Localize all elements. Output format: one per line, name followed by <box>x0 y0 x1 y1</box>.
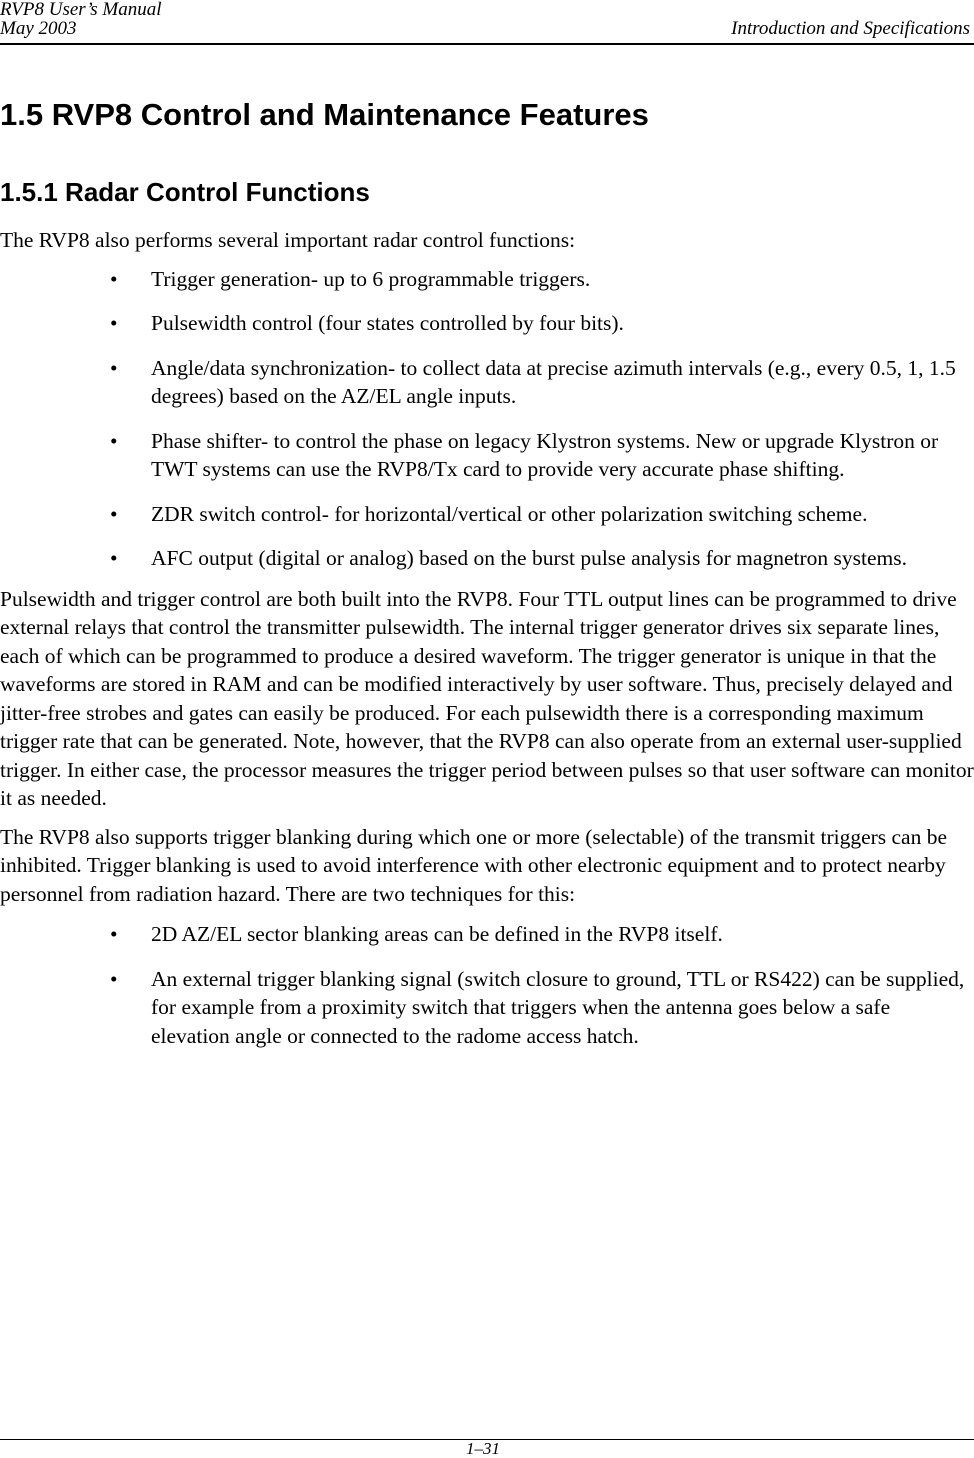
bullet-icon: • <box>110 266 118 291</box>
list-item: • AFC output (digital or analog) based on the burst pulse analysis for magnetron systems. <box>0 544 974 573</box>
manual-title: RVP8 User’s Manual <box>0 0 162 20</box>
control-functions-list <box>0 265 974 573</box>
body-content <box>0 226 974 1066</box>
intro-paragraph: The RVP8 also performs several important radar control functions: <box>0 228 576 252</box>
bullet-icon: • <box>110 428 118 453</box>
list-item: • Pulsewidth control (four states controlled by four bits). <box>0 309 974 338</box>
chapter-title: Introduction and Specifications <box>731 18 970 39</box>
list-item: • ZDR switch control- for horizontal/vertical or other polarization switching scheme. <box>0 500 974 529</box>
page-number: 1–31 <box>466 1439 500 1458</box>
bullet-icon: • <box>110 546 118 570</box>
list-item: • Phase shifter- to control the phase on legacy Klystron systems. New or upgrade Klystron or TWT systems can use the RVP8/Tx card to provide very accurate phase shifting. <box>110 428 939 481</box>
header-rule <box>0 43 974 45</box>
bullet-icon: • <box>110 355 118 380</box>
bullet-icon: • <box>110 311 118 335</box>
header-left <box>0 0 162 38</box>
bullet-icon: • <box>110 501 118 526</box>
bullet-icon: • <box>110 966 118 991</box>
blanking-paragraph: The RVP8 also supports trigger blanking during which one or more (selectable) of the transmit triggers can be inhibited. Trigger blanking is used to avoid interference with other electronic equipment and to protect nearby personnel from radiation hazard. There are two techniques for this: <box>0 824 948 906</box>
subsection-heading: 1.5.1 Radar Control Functions <box>0 177 370 207</box>
list-item: • Trigger generation- up to 6 programmable triggers. <box>0 265 974 294</box>
list-item: • 2D AZ/EL sector blanking areas can be defined in the RVP8 itself. <box>0 920 974 949</box>
blanking-techniques-list <box>0 920 974 1050</box>
pulsewidth-paragraph: Pulsewidth and trigger control are both built into the RVP8. Four TTL output lines can be programmed to drive external relays that control the transmitter pulsewidth. The internal trigger generator drives six separate lines, each of which can be programmed to produce a desired waveform. The trigger generator is unique in that the waveforms are stored in RAM and can be modified interactively by user software. Thus, precisely delayed and jitter-free strobes and gates can easily be produced. For each pulsewidth there is a corresponding maximum trigger rate that can be generated. Note, however, that the RVP8 can also operate from an external user-supplied trigger. In either case, the processor measures the trigger period between pulses so that user software can monitor it as needed. <box>0 586 974 810</box>
list-item: • Angle/data synchronization- to collect data at precise azimuth intervals (e.g., every 0.5, 1, 1.5 degrees) based on the AZ/EL angle inputs. <box>110 355 956 408</box>
header-date: May 2003 <box>0 18 77 39</box>
section-heading: 1.5 RVP8 Control and Maintenance Features <box>0 97 649 132</box>
list-item: • An external trigger blanking signal (switch closure to ground, TTL or RS422) can be supplied, for example from a proximity switch that triggers when the antenna goes below a safe elevation angle or connected to the radome access hatch. <box>110 966 965 1048</box>
bullet-icon: • <box>110 922 118 946</box>
